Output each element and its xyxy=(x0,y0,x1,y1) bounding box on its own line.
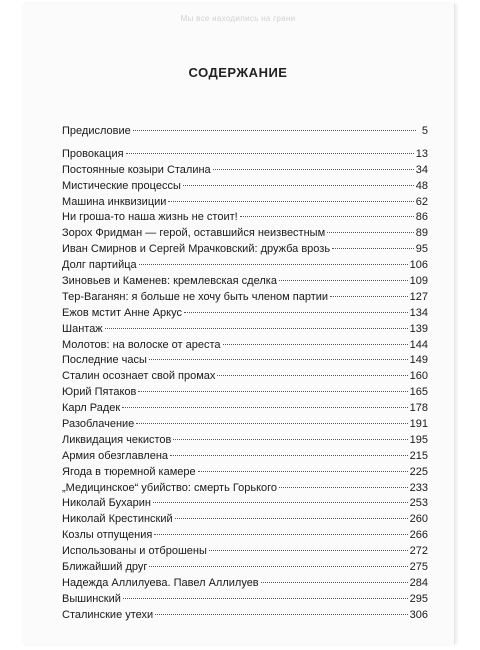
toc-entry-page: 149 xyxy=(409,354,428,367)
toc-entry-page: 225 xyxy=(409,465,428,478)
book-page xyxy=(22,4,455,644)
dot-leader xyxy=(330,296,408,297)
toc-entry-title: Мистические процессы xyxy=(62,179,181,192)
toc-entry-page: 48 xyxy=(415,179,428,192)
toc-entry-title: Армия обезглавлена xyxy=(62,449,169,462)
toc-entry xyxy=(62,369,428,385)
toc-entry-page: 233 xyxy=(409,481,428,494)
toc-entry-title: Зорох Фридман — герой, оставшийся неизвестным xyxy=(62,227,326,240)
dot-leader xyxy=(183,185,414,186)
toc-entry xyxy=(62,147,428,163)
toc-entry xyxy=(62,338,428,354)
toc-entry-page: 139 xyxy=(409,322,428,335)
toc-entry-title: Козлы отпущения xyxy=(62,529,153,542)
dot-leader xyxy=(198,471,408,472)
toc-entry-page: 34 xyxy=(415,163,428,176)
dot-leader xyxy=(138,391,407,392)
toc-entry-title: Зиновьев и Каменев: кремлевская сделка xyxy=(62,275,277,288)
toc-entry-page: 266 xyxy=(409,529,428,542)
dot-leader xyxy=(133,130,416,131)
toc-entry-page: 5 xyxy=(421,125,428,137)
toc-entry xyxy=(62,353,428,369)
toc-entry-title: Ликвидация чекистов xyxy=(62,433,172,446)
toc-entry-page: 62 xyxy=(415,195,428,208)
toc-entry xyxy=(62,322,428,338)
toc-entry xyxy=(62,163,428,179)
toc-entry-page: 160 xyxy=(409,370,428,383)
toc-entry xyxy=(62,512,428,528)
toc-entry xyxy=(62,481,428,497)
toc-entry-page: 89 xyxy=(415,227,428,240)
toc-entry-title: Ежов мстит Анне Аркус xyxy=(62,306,182,319)
toc-entry xyxy=(62,306,428,322)
toc-entry xyxy=(62,195,428,211)
toc-entry-title: „Медицинское“ убийство: смерть Горького xyxy=(62,481,278,494)
toc-entry-title: Шантаж xyxy=(62,322,103,335)
toc-entry-title: Николай Бухарин xyxy=(62,497,151,510)
toc-list xyxy=(62,124,428,624)
dot-leader xyxy=(173,439,407,440)
dot-leader xyxy=(168,201,413,202)
toc-entry xyxy=(62,465,428,481)
toc-entry-title: Провокация xyxy=(62,147,124,160)
dot-leader xyxy=(123,598,408,599)
toc-entry-page: 127 xyxy=(409,290,428,303)
toc-entry xyxy=(62,385,428,401)
toc-entry-page: 275 xyxy=(409,561,428,574)
dot-leader xyxy=(122,407,407,408)
toc-entry-page: 109 xyxy=(409,275,428,288)
toc-entry-title: Сталин осознает свой промах xyxy=(62,370,216,383)
dot-leader xyxy=(279,280,408,281)
toc-entry xyxy=(62,226,428,242)
toc-entry xyxy=(62,576,428,592)
toc-title: СОДЕРЖАНИЕ xyxy=(188,65,288,80)
dot-leader xyxy=(153,502,408,503)
toc-entry xyxy=(62,210,428,226)
toc-entry-page: 13 xyxy=(415,147,428,160)
toc-entry-title: Ближайший друг xyxy=(62,561,148,574)
dot-leader xyxy=(136,423,407,424)
toc-entry-page: 178 xyxy=(409,402,428,415)
dot-leader xyxy=(154,534,407,535)
toc-entry-title: Ни гроша-то наша жизнь не стоит! xyxy=(62,211,238,224)
toc-entry xyxy=(62,544,428,560)
dot-leader xyxy=(149,359,408,360)
toc-entry-title: Постоянные козыри Сталина xyxy=(62,163,211,176)
toc-entry xyxy=(62,242,428,258)
toc-entry xyxy=(62,124,428,140)
toc-entry-title: Сталинские утехи xyxy=(62,608,154,621)
toc-entry-title: Предисловие xyxy=(62,125,131,137)
dot-leader xyxy=(126,153,414,154)
toc-entry-title: Иван Смирнов и Сергей Мрачковский: дружба врозь xyxy=(62,243,331,256)
toc-entry-page: 195 xyxy=(409,433,428,446)
toc-entry-page: 272 xyxy=(409,545,428,558)
toc-entry xyxy=(62,560,428,576)
toc-entry-page: 284 xyxy=(409,576,428,589)
toc-entry xyxy=(62,401,428,417)
toc-entry-title: Долг партийца xyxy=(62,259,137,272)
toc-entry-page: 165 xyxy=(409,386,428,399)
toc-entry-title: Ягода в тюремной камере xyxy=(62,465,196,478)
dot-leader xyxy=(184,312,408,313)
toc-entry-title: Машина инквизиции xyxy=(62,195,167,208)
dot-leader xyxy=(213,169,414,170)
toc-entry-page: 253 xyxy=(409,497,428,510)
toc-entry xyxy=(62,258,428,274)
dot-leader xyxy=(327,232,414,233)
toc-entry-title: Надежда Аллилуева. Павел Аллилуев xyxy=(62,576,259,589)
toc-entry-title: Последние часы xyxy=(62,354,147,367)
running-head: Мы все находились на грани xyxy=(180,14,296,23)
toc-entry xyxy=(62,592,428,608)
dot-leader xyxy=(139,264,408,265)
toc-entry-page: 106 xyxy=(409,259,428,272)
toc-entry xyxy=(62,417,428,433)
toc-entry-title: Тер-Ваганян: я больше не хочу быть членом партии xyxy=(62,290,329,303)
toc-entry xyxy=(62,290,428,306)
toc-entry-title: Использованы и отброшены xyxy=(62,545,207,558)
toc-entry xyxy=(62,179,428,195)
dot-leader xyxy=(261,582,408,583)
toc-entry xyxy=(62,274,428,290)
toc-entry-page: 260 xyxy=(409,513,428,526)
dot-leader xyxy=(170,455,408,456)
toc-entry-page: 144 xyxy=(409,338,428,351)
dot-leader xyxy=(155,614,407,615)
dot-leader xyxy=(209,550,408,551)
dot-leader xyxy=(149,566,407,567)
dot-leader xyxy=(217,375,407,376)
toc-entry-page: 295 xyxy=(409,592,428,605)
dot-leader xyxy=(240,216,414,217)
dot-leader xyxy=(223,344,408,345)
toc-entry-title: Карл Радек xyxy=(62,402,121,415)
toc-entry-title: Вышинский xyxy=(62,592,121,605)
toc-entry xyxy=(62,433,428,449)
toc-entry-title: Николай Крестинский xyxy=(62,513,173,526)
toc-entry xyxy=(62,528,428,544)
dot-leader xyxy=(332,248,414,249)
toc-entry-title: Молотов: на волоске от ареста xyxy=(62,338,221,351)
toc-entry-page: 86 xyxy=(415,211,428,224)
toc-entry-title: Разоблачение xyxy=(62,418,135,431)
toc-entry-page: 134 xyxy=(409,306,428,319)
toc-entry xyxy=(62,608,428,624)
toc-entry-title: Юрий Пятаков xyxy=(62,386,137,399)
dot-leader xyxy=(279,487,408,488)
dot-leader xyxy=(175,518,408,519)
toc-entry-page: 215 xyxy=(409,449,428,462)
dot-leader xyxy=(105,328,408,329)
toc-entry xyxy=(62,449,428,465)
toc-entry xyxy=(62,496,428,512)
toc-entry-page: 306 xyxy=(409,608,428,621)
toc-entry-page: 95 xyxy=(415,243,428,256)
toc-entry-page: 191 xyxy=(409,418,428,431)
